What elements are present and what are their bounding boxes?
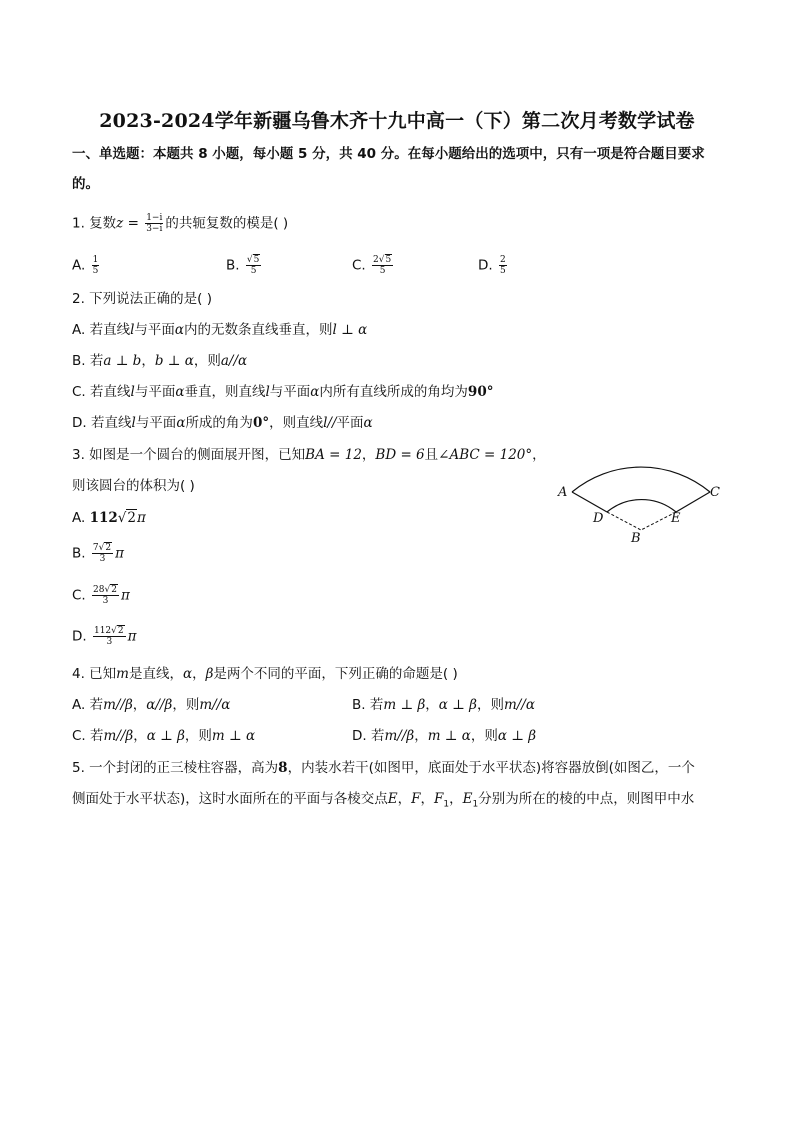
question-5-stem-line2: 侧面处于水平状态)，这时水面所在的平面与各棱交点E，F，$F_1$，$E_1$分别为所在的棱的中点，则图甲中水 [72, 791, 695, 810]
q2-option-d[interactable]: D. 若直线l与平面α所成的角为0°，则直线l//平面α [72, 415, 373, 431]
q4-option-b[interactable]: B. 若m ⊥ β，α ⊥ β，则m//α [352, 697, 535, 713]
frustum-net-figure [550, 448, 740, 548]
fraction: $\frac{112√2}{3}$ [93, 626, 124, 647]
question-2-stem: 2. 下列说法正确的是( ) [72, 291, 212, 307]
q1-option-c[interactable]: C. $\frac{2√5}{5}$ [352, 255, 392, 276]
inner-arc [607, 500, 676, 512]
q1-option-b[interactable]: B. $\frac{√5}{5}$ [226, 255, 260, 276]
outer-arc [572, 467, 710, 492]
q1-option-d[interactable]: D. $\frac{2}{5}$ [478, 255, 506, 276]
q2-option-c[interactable]: C. 若直线l与平面α垂直，则直线l与平面α内所有直线所成的角均为90° [72, 384, 494, 400]
section-heading-line1: 一、单选题：本题共 8 小题，每小题 5 分，共 40 分。在每小题给出的选项中，只有一项是符合题目要求 [72, 146, 705, 162]
fraction: $\frac{2}{5}$ [499, 255, 506, 276]
question-5-stem: 5. 一个封闭的正三棱柱容器，高为8，内装水若干(如图甲，底面处于水平状态)将容器放倒(如图乙，一个 [72, 760, 695, 776]
fraction: $\frac{28√2}{3}$ [93, 585, 117, 606]
label-b: B [631, 531, 641, 546]
q4-option-a[interactable]: A. 若m//β，α//β，则m//α [72, 697, 231, 713]
q3-option-c[interactable]: C. $\frac{28√2}{3}$ π [72, 585, 130, 606]
q3-option-a[interactable]: A. 112√2π [72, 510, 146, 526]
q4-option-c[interactable]: C. 若m//β，α ⊥ β，则m ⊥ α [72, 728, 256, 744]
label-c: C [710, 485, 720, 500]
dashed-edge-db [607, 512, 641, 530]
label-a: A [558, 485, 568, 500]
exam-title: 2023-2024学年新疆乌鲁木齐十九中高一（下）第二次月考数学试卷 [99, 110, 695, 132]
fraction: $\frac{√5}{5}$ [246, 255, 260, 276]
right-edge-ce [676, 492, 710, 512]
question-3-stem: 3. 如图是一个圆台的侧面展开图，已知BA = 12，BD = 6且∠ABC = 120°， [72, 447, 546, 463]
q1-option-a[interactable]: A. $\frac{1}{5}$ [72, 255, 99, 276]
question-4-stem: 4. 已知m是直线，α，β是两个不同的平面，下列正确的命题是( ) [72, 666, 458, 682]
fraction: $\frac{1}{5}$ [92, 255, 99, 276]
section-heading-line2: 的。 [72, 176, 99, 192]
q3-option-d[interactable]: D. $\frac{112√2}{3}$ π [72, 626, 137, 647]
question-3-stem-line2: 则该圆台的体积为( ) [72, 478, 195, 494]
q2-option-b[interactable]: B. 若a ⊥ b，b ⊥ α，则a//α [72, 353, 248, 369]
question-1-stem: 1. 复数z = $\frac{1-i}{3-i}$ 的共轭复数的模是( ) [72, 213, 289, 234]
fraction: $\frac{7√2}{3}$ [92, 543, 112, 564]
left-edge-ad [572, 492, 607, 512]
q2-option-a[interactable]: A. 若直线l与平面α内的无数条直线垂直，则l ⊥ α [72, 322, 368, 338]
fraction: $\frac{2√5}{5}$ [373, 255, 392, 276]
label-d: D [593, 511, 604, 526]
q3-option-b[interactable]: B. $\frac{7√2}{3}$ π [72, 543, 124, 564]
fraction: $\frac{1-i}{3-i}$ [146, 213, 163, 234]
q4-option-d[interactable]: D. 若m//β，m ⊥ α，则α ⊥ β [352, 728, 537, 744]
label-e: E [671, 511, 681, 526]
